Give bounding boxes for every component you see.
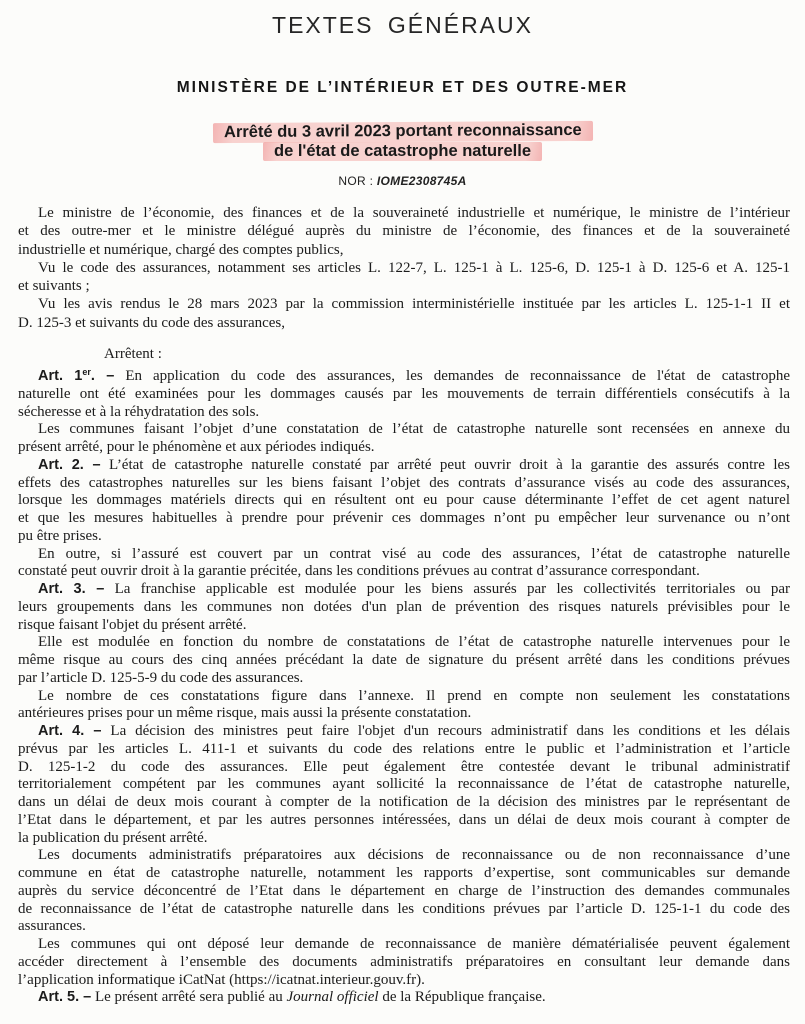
preamble bbox=[18, 204, 790, 332]
text-line bbox=[18, 277, 790, 295]
text-line bbox=[18, 972, 790, 990]
text-line bbox=[18, 688, 790, 706]
journal-title: Journal officiel bbox=[286, 989, 379, 1006]
line-text: pu être prises. bbox=[18, 527, 102, 544]
line-text: Les documents administratifs préparatoires aux décisions de reconnaissance ou de non reconnaissance d’une bbox=[38, 847, 790, 864]
text-line bbox=[18, 457, 790, 475]
decree-title-line-1 bbox=[0, 122, 805, 142]
line-text: L’état de catastrophe naturelle constaté par arrêté peut ouvrir droit à la garantie des assurés contre les bbox=[109, 456, 790, 473]
line-text: commune en état de catastrophe naturelle, notamment les rapports d’expertise, sont communicables sur demande bbox=[18, 865, 790, 881]
line-text: Les communes qui ont déposé leur demande de reconnaissance de manière dématérialisée peuvent également bbox=[38, 936, 790, 952]
decree-title bbox=[0, 122, 805, 161]
article-paragraph bbox=[18, 368, 790, 421]
article-paragraph bbox=[18, 847, 790, 936]
article-number-dash: . – bbox=[90, 368, 115, 384]
highlighted-title-text: Arrêté du 3 avril 2023 portant reconnaissance bbox=[213, 121, 593, 143]
text-line bbox=[18, 386, 790, 404]
line-text: Vu le code des assurances, notamment ses articles L. 122-7, L. 125-1 à L. 125-6, D. 125-1 à D. 125-6 et A. 125-1 bbox=[38, 259, 790, 276]
article-paragraph bbox=[18, 457, 790, 546]
nor-label: NOR : bbox=[338, 174, 374, 188]
line-text: l’application informatique iCatNat (https://icatnat.interieur.gouv.fr). bbox=[18, 971, 425, 988]
decree-title-line-2 bbox=[0, 142, 805, 162]
text-line bbox=[18, 901, 790, 919]
text-line bbox=[18, 634, 790, 652]
text-line bbox=[18, 723, 790, 741]
text-line bbox=[18, 759, 790, 777]
line-text: dans un délai de deux mois courant à compter de la notification de la décision des ministres par le représentant de bbox=[18, 794, 790, 810]
text-line bbox=[18, 847, 790, 865]
line-text: La décision des ministres peut faire l'objet d'un recours administratif dans les conditions et les délais bbox=[110, 723, 791, 739]
section-header: TEXTES GÉNÉRAUX bbox=[272, 12, 533, 38]
line-text: Les communes faisant l’objet d’une constatation de l’état de catastrophe naturelle sont recensées en annexe du bbox=[38, 421, 790, 438]
articles bbox=[18, 368, 790, 1007]
line-text: Le ministre de l’économie, des finances et de la souveraineté industrielle et numérique, le ministre de l’intérieur bbox=[38, 205, 790, 221]
article-number bbox=[38, 457, 101, 473]
article-paragraph bbox=[18, 634, 790, 687]
text-line bbox=[18, 314, 790, 332]
text-line bbox=[18, 563, 790, 581]
text-line bbox=[18, 404, 790, 422]
preamble-paragraph bbox=[18, 259, 790, 296]
line-text: D. 125-1-2 du code des assurances. Elle peut également être contestée devant le tribunal administratif bbox=[18, 758, 790, 775]
line-text: Vu les avis rendus le 28 mars 2023 par la commission interministérielle instituée par les articles L. 125-1-1 II et bbox=[38, 296, 790, 313]
article-number-text: Art. 3. – bbox=[38, 581, 105, 597]
text-line bbox=[18, 510, 790, 528]
text-line bbox=[18, 492, 790, 510]
text-line bbox=[18, 368, 790, 386]
article-number bbox=[38, 989, 91, 1005]
text-segment: Le présent arrêté sera publié au bbox=[94, 989, 287, 1006]
line-text: de reconnaissance de l’état de catastrophe naturelle dans les conditions prévues par l’article D. 125-1-1 du code des bbox=[18, 900, 790, 917]
text-line bbox=[18, 204, 790, 222]
text-line bbox=[18, 652, 790, 670]
text-line bbox=[18, 439, 790, 457]
article-number-text: Art. 2. – bbox=[38, 456, 101, 473]
article-number bbox=[38, 723, 102, 739]
text-line bbox=[18, 705, 790, 723]
line-text: par l’article D. 125-5-9 du code des assurances. bbox=[18, 669, 304, 686]
line-text: D. 125-3 et suivants du code des assurances, bbox=[18, 314, 286, 331]
line-text: auprès du service déconcentré de l’Etat dans le département en charge de l’instruction des demandes communales bbox=[18, 882, 790, 899]
text-line bbox=[18, 259, 790, 277]
article-number-text: Art. 4. – bbox=[38, 723, 102, 739]
nor-code: IOME2308745A bbox=[376, 174, 467, 188]
line-text: même risque au cours des cinq années précédant la date de signature du présent arrêté dans les conditions prévues bbox=[18, 652, 790, 668]
text-line bbox=[18, 830, 790, 848]
line-text: et que les mesures habituelles à prendre pour prévenir ces dommages n’ont pu empêcher leur survenance ou n’ont bbox=[18, 510, 790, 526]
text-line bbox=[18, 581, 790, 599]
text-line bbox=[18, 475, 790, 493]
article-number-text: Art. 1 bbox=[38, 368, 83, 384]
text-line bbox=[18, 776, 790, 794]
line-text: et suivants ; bbox=[18, 278, 90, 295]
text-line bbox=[18, 599, 790, 617]
text-line bbox=[18, 918, 790, 936]
line-text: leurs groupements dans les communes non dotées d'un plan de prévention des risques naturels prévisibles pour le bbox=[18, 598, 790, 615]
line-text: accéder directement à l’ensemble des documents administratifs préparatoires en consultant leur demande dans bbox=[18, 953, 790, 970]
text-line bbox=[18, 936, 790, 954]
article-paragraph bbox=[18, 989, 790, 1007]
line-text: la publication du présent arrêté. bbox=[18, 829, 208, 846]
preamble-paragraph bbox=[18, 295, 790, 332]
article-number bbox=[38, 581, 104, 597]
text-line bbox=[18, 741, 790, 759]
line-text: En outre, si l’assuré est couvert par un contrat visé au code des assurances, l’état de catastrophe naturelle bbox=[38, 545, 790, 562]
text-line bbox=[18, 421, 790, 439]
text-line bbox=[18, 617, 790, 635]
text-line bbox=[18, 865, 790, 883]
line-text: assurances. bbox=[18, 918, 86, 935]
text-line bbox=[18, 989, 790, 1007]
line-text: présent arrêté, pour le phénomène et aux périodes indiqués. bbox=[18, 439, 375, 455]
text-segment: de la République française. bbox=[378, 989, 546, 1006]
line-text: lorsque les dommages matériels directs qui en résultent ont eu pour cause déterminante l’effet de cet agent naturel bbox=[18, 492, 790, 509]
text-line bbox=[18, 222, 790, 240]
line-text: et des outre-mer et le ministre délégué auprès du ministre de l’économie, des finances et de la souveraineté bbox=[18, 223, 790, 240]
text-line bbox=[18, 812, 790, 830]
article-number-text: Art. 5. – bbox=[38, 989, 92, 1006]
article-paragraph bbox=[18, 688, 790, 724]
nor-reference bbox=[0, 174, 805, 188]
article-paragraph bbox=[18, 421, 790, 457]
line-text: risque faisant l'objet du présent arrêté. bbox=[18, 616, 247, 633]
article-number bbox=[38, 368, 114, 384]
text-line bbox=[18, 241, 790, 259]
line-text: En application du code des assurances, les demandes de reconnaissance de l'état de catastrophe bbox=[125, 368, 790, 384]
text-line bbox=[18, 528, 790, 546]
preamble-paragraph bbox=[18, 204, 790, 259]
line-text: industrielle et numérique, chargé des comptes publics, bbox=[18, 241, 344, 258]
text-line bbox=[18, 670, 790, 688]
article-paragraph bbox=[18, 581, 790, 634]
line-text: naturelle ont été examinées pour les dommages causés par les mouvements de terrain différentiels consécutifs à la bbox=[18, 385, 790, 402]
article-paragraph bbox=[18, 723, 790, 847]
text-line bbox=[18, 794, 790, 812]
decision-word: Arrêtent : bbox=[104, 346, 162, 362]
line-text: Le nombre de ces constatations figure dans l’annexe. Il prend en compte non seulement les constatations bbox=[38, 687, 790, 704]
text-line bbox=[18, 883, 790, 901]
article-paragraph bbox=[18, 936, 790, 989]
text-line bbox=[18, 546, 790, 564]
line-text: prévus par les articles L. 411-1 et suivants du code des relations entre le public et l’administration et l’article bbox=[18, 740, 790, 757]
line-text: territorialement compétent par les communes ayant sollicité la reconnaissance de l’état de catastrophe naturelle, bbox=[18, 776, 790, 793]
line-text: constaté peut ouvrir droit à la garantie précitée, dans les conditions prévues au contrat d’assurance correspondant. bbox=[18, 563, 700, 580]
ministry-heading: MINISTÈRE DE L’INTÉRIEUR ET DES OUTRE-MER bbox=[176, 79, 629, 96]
line-text: Elle est modulée en fonction du nombre de constatations de l’état de catastrophe naturelle intervenues pour le bbox=[38, 634, 790, 651]
text-line bbox=[18, 954, 790, 972]
highlighted-title-text: de l'état de catastrophe naturelle bbox=[263, 142, 542, 162]
line-text: l’Etat dans le département, et par les autres personnes intéressées, dans un délai de deux mois courant à compter de bbox=[18, 811, 790, 828]
line-text: La franchise applicable est modulée pour les biens assurés par les collectivités territoriales ou par bbox=[114, 581, 791, 597]
article-number-ordinal: er bbox=[82, 367, 91, 377]
line-text: antérieures prises pour un même risque, mais aussi la présente constatation. bbox=[18, 705, 472, 722]
line-text: sécheresse et à la réhydratation des sols. bbox=[18, 403, 260, 420]
article-paragraph bbox=[18, 546, 790, 582]
text-line bbox=[18, 295, 790, 313]
line-text: effets des catastrophes naturelles sur les biens faisant l’objet des contrats d’assurance visés au code des assurances, bbox=[18, 474, 790, 491]
